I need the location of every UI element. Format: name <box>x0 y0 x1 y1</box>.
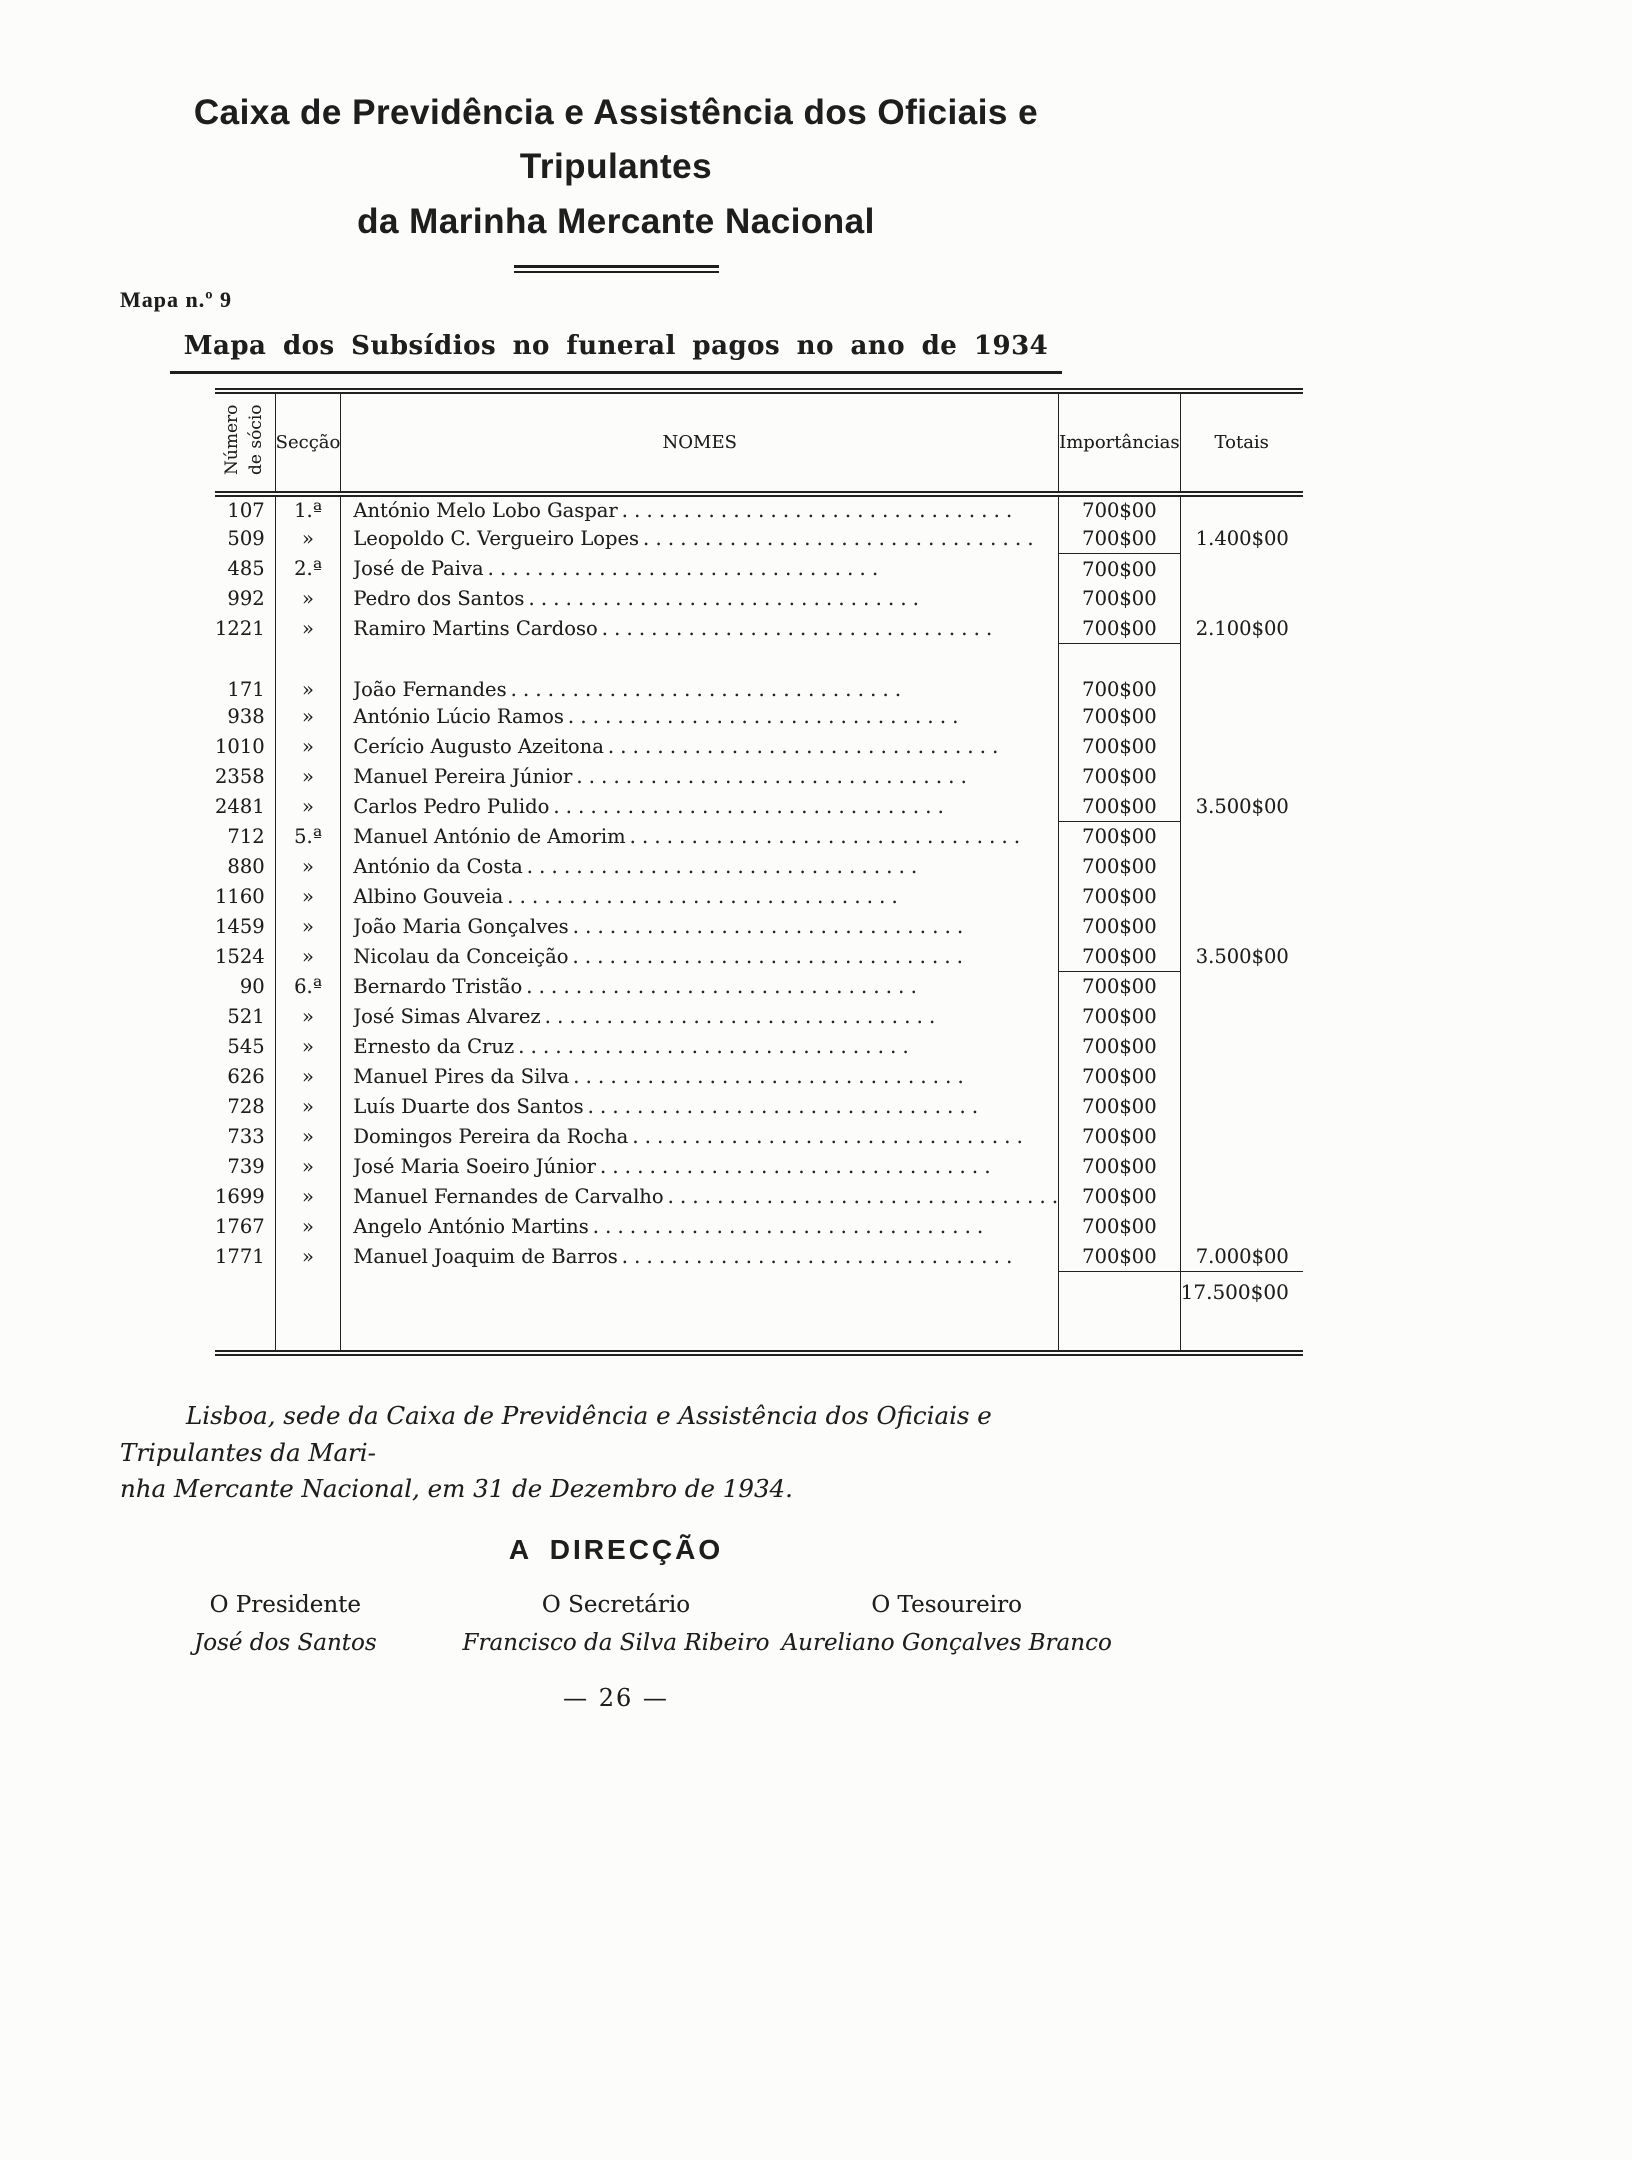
importancia-cell: 700$00 <box>1059 644 1181 702</box>
dot-leader <box>664 1185 1059 1208</box>
dot-leader <box>584 1095 1059 1118</box>
nome-wrap <box>353 1185 1058 1208</box>
seccao-cell: 1.ª <box>275 494 341 524</box>
nome-text: António da Costa <box>353 854 523 878</box>
dot-leader <box>604 735 1058 758</box>
table-row <box>215 584 1303 614</box>
importancia-cell: 700$00 <box>1059 554 1181 584</box>
nome-text: Bernardo Tristão <box>353 974 523 998</box>
nome-wrap <box>353 885 1058 908</box>
table-row <box>215 701 1303 731</box>
nome-text: José Simas Alvarez <box>353 1004 541 1028</box>
table-title: Mapa dos Subsídios no funeral pagos no ano de 1934 <box>170 331 1063 374</box>
document-content <box>120 86 1289 1712</box>
numero-cell: 880 <box>215 851 275 881</box>
nome-cell <box>341 791 1059 821</box>
header-numero-label: Número de sócio <box>222 404 266 475</box>
numero-cell: 1160 <box>215 881 275 911</box>
nome-text: António Lúcio Ramos <box>353 704 564 728</box>
nome-text: Albino Gouveia <box>353 884 504 908</box>
nome-wrap <box>353 499 1058 522</box>
signature-row <box>120 1592 1112 1656</box>
nome-cell <box>341 851 1059 881</box>
seccao-cell: » <box>275 881 341 911</box>
importancia-cell: 700$00 <box>1059 791 1181 821</box>
importancia-cell: 700$00 <box>1059 881 1181 911</box>
dot-leader <box>507 678 1059 701</box>
seccao-cell: » <box>275 1151 341 1181</box>
nome-wrap <box>353 825 1058 848</box>
seccao-cell: » <box>275 851 341 881</box>
total-cell <box>1180 821 1303 851</box>
nome-wrap <box>353 915 1058 938</box>
total-cell <box>1180 644 1303 702</box>
nome-cell <box>341 1001 1059 1031</box>
seccao-cell: » <box>275 1031 341 1061</box>
numero-cell: 485 <box>215 554 275 584</box>
numero-cell: 2481 <box>215 791 275 821</box>
nome-cell <box>341 911 1059 941</box>
total-cell <box>1180 1211 1303 1241</box>
header-numero <box>215 391 275 494</box>
signature-role: O Secretário <box>541 1592 691 1618</box>
numero-cell: 626 <box>215 1061 275 1091</box>
seccao-cell: » <box>275 1181 341 1211</box>
seccao-cell: 5.ª <box>275 821 341 851</box>
nome-cell <box>341 1091 1059 1121</box>
header-row <box>215 391 1303 494</box>
importancia-cell: 700$00 <box>1059 1091 1181 1121</box>
importancia-cell: 700$00 <box>1059 1211 1181 1241</box>
table-row <box>215 1091 1303 1121</box>
nome-wrap <box>353 1155 1058 1178</box>
document-title-line2: da Marinha Mercante Nacional <box>357 201 875 241</box>
grand-total-row <box>215 1271 1303 1353</box>
nome-cell <box>341 1121 1059 1151</box>
nome-wrap <box>353 617 1058 640</box>
dot-leader <box>626 825 1059 848</box>
importancia-cell: 700$00 <box>1059 941 1181 971</box>
dot-leader <box>639 527 1058 550</box>
total-cell <box>1180 911 1303 941</box>
document-title <box>120 86 1112 249</box>
table-body <box>215 494 1303 1353</box>
dot-leader <box>618 1245 1058 1268</box>
document-title-line1: Caixa de Previdência e Assistência dos Oficiais e Tripulantes <box>193 93 1039 187</box>
header-importancias: Importâncias <box>1059 391 1181 494</box>
dot-leader <box>549 795 1058 818</box>
nome-text: João Fernandes <box>353 678 507 701</box>
numero-cell: 739 <box>215 1151 275 1181</box>
seccao-cell: » <box>275 761 341 791</box>
seccao-cell: » <box>275 1241 341 1271</box>
total-cell: 1.400$00 <box>1195 527 1289 551</box>
numero-cell: 1699 <box>215 1181 275 1211</box>
dot-leader <box>524 587 1058 610</box>
nome-wrap <box>353 587 1058 610</box>
table-row <box>215 1151 1303 1181</box>
nome-text: Manuel António de Amorim <box>353 824 626 848</box>
nome-cell <box>341 1241 1059 1271</box>
direction-heading: A DIRECÇÃO <box>508 1534 724 1565</box>
total-cell: 3.500$00 <box>1195 944 1289 968</box>
total-cell <box>1180 851 1303 881</box>
numero-cell: 509 <box>215 524 275 554</box>
nome-cell <box>341 554 1059 584</box>
nome-cell <box>341 524 1059 554</box>
nome-text: Cerício Augusto Azeitona <box>353 734 604 758</box>
table-title-wrap <box>120 331 1112 374</box>
header-nomes: NOMES <box>341 391 1059 494</box>
nome-text: José de Paiva <box>353 557 484 581</box>
signature-president <box>120 1592 451 1656</box>
seccao-cell: » <box>275 731 341 761</box>
seccao-cell: 2.ª <box>275 554 341 584</box>
table-row <box>215 851 1303 881</box>
seccao-cell <box>275 1271 341 1353</box>
total-cell <box>1180 494 1303 524</box>
table-row <box>215 1031 1303 1061</box>
nome-text: Ramiro Martins Cardoso <box>353 617 598 641</box>
importancia-cell <box>1059 1271 1181 1353</box>
nome-wrap <box>353 735 1058 758</box>
nome-text: Domingos Pereira da Rocha <box>353 1124 629 1148</box>
total-cell <box>1180 1151 1303 1181</box>
dot-leader <box>618 499 1058 522</box>
dot-leader <box>569 1065 1058 1088</box>
importancia-cell: 700$00 <box>1059 971 1181 1001</box>
numero-cell: 521 <box>215 1001 275 1031</box>
table-row <box>215 1241 1303 1271</box>
dot-leader <box>628 1125 1058 1148</box>
nome-text: Manuel Fernandes de Carvalho <box>353 1184 664 1208</box>
importancia-cell: 700$00 <box>1059 821 1181 851</box>
importancia-cell: 700$00 <box>1059 701 1181 731</box>
total-cell: 3.500$00 <box>1195 794 1289 818</box>
importancia-cell: 700$00 <box>1059 1241 1181 1271</box>
seccao-cell: 6.ª <box>275 971 341 1001</box>
numero-cell: 545 <box>215 1031 275 1061</box>
numero-cell: 1771 <box>215 1241 275 1271</box>
dot-leader <box>523 855 1058 878</box>
nome-cell <box>341 701 1059 731</box>
seccao-cell: » <box>275 1121 341 1151</box>
nome-wrap <box>353 1065 1058 1088</box>
numero-cell: 992 <box>215 584 275 614</box>
dot-leader <box>541 1005 1058 1028</box>
table-row <box>215 1211 1303 1241</box>
closing-line2: nha Mercante Nacional, em 31 de Dezembro de 1934. <box>120 1474 793 1504</box>
numero-cell <box>215 1271 275 1353</box>
nome-cell <box>341 584 1059 614</box>
nome-wrap <box>353 678 1058 701</box>
dot-leader <box>596 1155 1058 1178</box>
nome-text: Nicolau da Conceição <box>353 944 569 968</box>
numero-cell: 2358 <box>215 761 275 791</box>
importancia-cell: 700$00 <box>1059 614 1181 644</box>
importancia-cell: 700$00 <box>1059 851 1181 881</box>
total-cell <box>1180 1121 1303 1151</box>
seccao-cell: » <box>275 644 341 702</box>
nome-cell <box>341 971 1059 1001</box>
numero-cell: 733 <box>215 1121 275 1151</box>
table-row <box>215 1181 1303 1211</box>
total-cell <box>1180 881 1303 911</box>
table-row <box>215 494 1303 524</box>
nome-text: Leopoldo C. Vergueiro Lopes <box>353 527 640 551</box>
nome-text: Manuel Joaquim de Barros <box>353 1244 618 1268</box>
numero-cell: 1459 <box>215 911 275 941</box>
signature-treasurer <box>781 1592 1112 1656</box>
importancia-cell: 700$00 <box>1059 494 1181 524</box>
nome-cell <box>341 731 1059 761</box>
table-row <box>215 821 1303 851</box>
table-row <box>215 614 1303 644</box>
nome-wrap <box>353 1005 1058 1028</box>
nome-text: Luís Duarte dos Santos <box>353 1094 584 1118</box>
total-cell <box>1180 1031 1303 1061</box>
total-cell <box>1180 1091 1303 1121</box>
grand-total-cell: 17.500$00 <box>1180 1271 1303 1353</box>
nome-text: Manuel Pires da Silva <box>353 1064 570 1088</box>
table-header <box>215 391 1303 494</box>
seccao-cell: » <box>275 791 341 821</box>
seccao-cell: » <box>275 524 341 554</box>
table-row <box>215 524 1303 554</box>
map-number-label: Mapa n.º 9 <box>120 286 232 312</box>
numero-cell: 712 <box>215 821 275 851</box>
nome-cell <box>341 881 1059 911</box>
importancia-cell: 700$00 <box>1059 1001 1181 1031</box>
nome-wrap <box>353 557 1058 580</box>
nome-text: Ernesto da Cruz <box>353 1034 515 1058</box>
nome-wrap <box>353 705 1058 728</box>
numero-cell: 1221 <box>215 614 275 644</box>
nome-text: João Maria Gonçalves <box>353 914 569 938</box>
importancia-cell: 700$00 <box>1059 1031 1181 1061</box>
signature-name: José dos Santos <box>194 1630 377 1656</box>
table-row <box>215 1121 1303 1151</box>
total-cell: 2.100$00 <box>1195 617 1289 641</box>
numero-cell: 938 <box>215 701 275 731</box>
total-cell: 7.000$00 <box>1195 1244 1289 1268</box>
total-cell <box>1180 554 1303 584</box>
dot-leader <box>572 765 1058 788</box>
dot-leader <box>598 617 1058 640</box>
table-row <box>215 971 1303 1001</box>
total-cell <box>1180 761 1303 791</box>
nome-wrap <box>353 1125 1058 1148</box>
nome-cell <box>341 941 1059 971</box>
nome-wrap <box>353 945 1058 968</box>
subsidy-table <box>215 388 1303 1356</box>
nome-cell <box>341 1271 1059 1353</box>
nome-text: Angelo António Martins <box>353 1214 589 1238</box>
signature-role: O Tesoureiro <box>871 1592 1022 1618</box>
importancia-cell: 700$00 <box>1059 1151 1181 1181</box>
importancia-cell: 700$00 <box>1059 911 1181 941</box>
numero-cell: 1524 <box>215 941 275 971</box>
header-totais: Totais <box>1180 391 1303 494</box>
total-cell <box>1180 584 1303 614</box>
total-cell <box>1180 1001 1303 1031</box>
importancia-cell: 700$00 <box>1059 731 1181 761</box>
total-cell <box>1180 1061 1303 1091</box>
table-row <box>215 791 1303 821</box>
seccao-cell: » <box>275 701 341 731</box>
table-row <box>215 761 1303 791</box>
nome-wrap <box>353 1245 1058 1268</box>
seccao-cell: » <box>275 1211 341 1241</box>
table-row <box>215 554 1303 584</box>
table-row <box>215 731 1303 761</box>
numero-cell: 107 <box>215 494 275 524</box>
table-row <box>215 1061 1303 1091</box>
nome-text: António Melo Lobo Gaspar <box>353 498 618 522</box>
table-row <box>215 911 1303 941</box>
table-row <box>215 881 1303 911</box>
table-row <box>215 644 1303 702</box>
nome-cell <box>341 821 1059 851</box>
nome-wrap <box>353 527 1058 550</box>
nome-cell <box>341 1181 1059 1211</box>
seccao-cell: » <box>275 1001 341 1031</box>
nome-cell <box>341 614 1059 644</box>
seccao-cell: » <box>275 584 341 614</box>
closing-line1: Lisboa, sede da Caixa de Previdência e Assistência dos Oficiais e Tripulantes da Mari- <box>120 1400 992 1467</box>
nome-cell <box>341 1061 1059 1091</box>
dot-leader <box>522 975 1058 998</box>
signature-name: Aureliano Gonçalves Branco <box>781 1630 1112 1656</box>
dot-leader <box>514 1035 1058 1058</box>
page-number: — 26 — <box>563 1684 669 1712</box>
numero-cell: 90 <box>215 971 275 1001</box>
nome-wrap <box>353 765 1058 788</box>
importancia-cell: 700$00 <box>1059 524 1181 554</box>
importancia-cell: 700$00 <box>1059 1121 1181 1151</box>
seccao-cell: » <box>275 614 341 644</box>
header-seccao: Secção <box>275 391 341 494</box>
title-divider <box>514 265 719 273</box>
dot-leader <box>569 915 1058 938</box>
seccao-cell: » <box>275 1091 341 1121</box>
nome-cell <box>341 761 1059 791</box>
total-cell <box>1180 701 1303 731</box>
dot-leader <box>568 945 1058 968</box>
nome-wrap <box>353 1095 1058 1118</box>
nome-text: José Maria Soeiro Júnior <box>353 1154 597 1178</box>
nome-wrap <box>353 795 1058 818</box>
nome-wrap <box>353 855 1058 878</box>
total-cell <box>1180 731 1303 761</box>
importancia-cell: 700$00 <box>1059 761 1181 791</box>
total-cell <box>1180 1181 1303 1211</box>
seccao-cell: » <box>275 941 341 971</box>
closing-statement <box>120 1398 1112 1508</box>
nome-wrap <box>353 1035 1058 1058</box>
nome-wrap <box>353 975 1058 998</box>
dot-leader <box>484 557 1058 580</box>
importancia-cell: 700$00 <box>1059 1181 1181 1211</box>
nome-cell <box>341 1031 1059 1061</box>
signature-name: Francisco da Silva Ribeiro <box>462 1630 770 1656</box>
signature-role: O Presidente <box>209 1592 362 1618</box>
total-cell <box>1180 971 1303 1001</box>
seccao-cell: » <box>275 911 341 941</box>
table-row <box>215 1001 1303 1031</box>
dot-leader <box>564 705 1058 728</box>
seccao-cell: » <box>275 1061 341 1091</box>
nome-text: Carlos Pedro Pulido <box>353 794 550 818</box>
signature-secretary <box>451 1592 782 1656</box>
numero-cell: 728 <box>215 1091 275 1121</box>
nome-cell <box>341 644 1059 702</box>
nome-text: Pedro dos Santos <box>353 587 525 611</box>
nome-cell <box>341 494 1059 524</box>
nome-wrap <box>353 1215 1058 1238</box>
numero-cell: 1767 <box>215 1211 275 1241</box>
nome-cell <box>341 1211 1059 1241</box>
numero-cell: 1010 <box>215 731 275 761</box>
dot-leader <box>589 1215 1058 1238</box>
importancia-cell: 700$00 <box>1059 584 1181 614</box>
nome-cell <box>341 1151 1059 1181</box>
table-row <box>215 941 1303 971</box>
dot-leader <box>503 885 1058 908</box>
nome-text: Manuel Pereira Júnior <box>353 764 573 788</box>
importancia-cell: 700$00 <box>1059 1061 1181 1091</box>
numero-cell: 171 <box>215 644 275 702</box>
